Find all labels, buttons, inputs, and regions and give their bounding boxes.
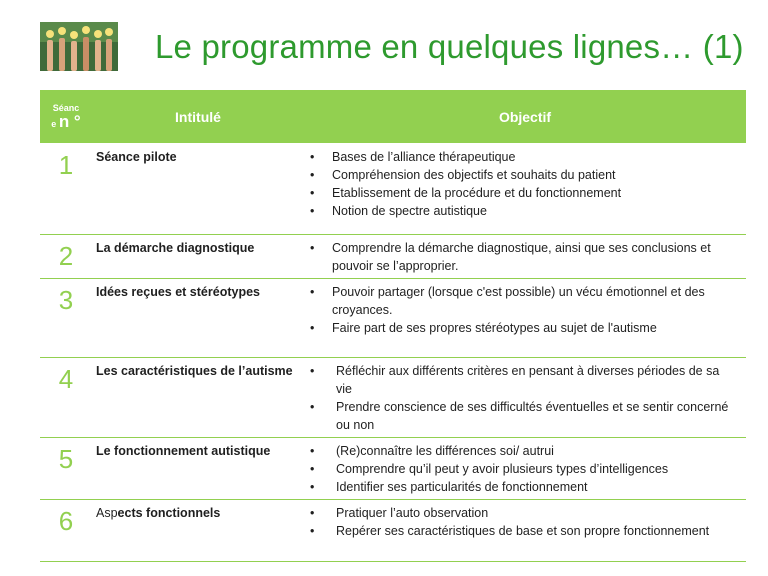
page-title: Le programme en quelques lignes… (1) (155, 28, 744, 65)
objective-item: • Identifier ses particularités de fonctionnement (304, 478, 736, 496)
seance-title: Séance pilote (92, 144, 304, 235)
table-row (40, 358, 746, 438)
table-row (40, 438, 746, 500)
seance-objectives (304, 500, 746, 562)
seance-title: La démarche diagnostique (92, 235, 304, 279)
objective-item: • Pratiquer l’auto observation (304, 504, 736, 522)
seance-number: 4 (40, 358, 92, 438)
seance-number: 3 (40, 279, 92, 358)
seance-objectives (304, 235, 746, 279)
seance-number: 5 (40, 438, 92, 500)
header-intitule: Intitulé (92, 90, 304, 144)
seance-title: Le fonctionnement autistique (92, 438, 304, 500)
seance-number: 6 (40, 500, 92, 562)
table-row (40, 500, 746, 562)
objective-item: • Pouvoir partager (lorsque c'est possible) un vécu émotionnel et des croyances. (304, 283, 736, 319)
table-row (40, 279, 746, 358)
seance-objectives (304, 358, 746, 438)
seance-title: Les caractéristiques de l’autisme (92, 358, 304, 438)
seance-title: Idées reçues et stéréotypes (92, 279, 304, 358)
seance-objectives (304, 438, 746, 500)
seance-objectives (304, 279, 746, 358)
logo-hands-lightbulbs (40, 22, 118, 71)
table-row (40, 144, 746, 235)
objective-item: • Compréhension des objectifs et souhaits du patient (304, 166, 736, 184)
header-seance-number: Séanc e n ° (40, 90, 92, 144)
objective-item: • (Re)connaître les différences soi/ autrui (304, 442, 736, 460)
objective-item: • Faire part de ses propres stéréotypes au sujet de l'autisme (304, 319, 736, 337)
table-header-row (40, 90, 746, 144)
program-table (40, 90, 746, 562)
seance-number: 2 (40, 235, 92, 279)
objective-item: • Réfléchir aux différents critères en pensant à diverses périodes de sa vie (304, 362, 736, 398)
table-row (40, 235, 746, 279)
objective-item: • Comprendre la démarche diagnostique, ainsi que ses conclusions et pouvoir se l’approprier. (304, 239, 736, 275)
objective-item: • Etablissement de la procédure et du fonctionnement (304, 184, 736, 202)
seance-number: 1 (40, 144, 92, 235)
objective-item: • Bases de l’alliance thérapeutique (304, 148, 736, 166)
objective-item: • Comprendre qu’il peut y avoir plusieurs types d’intelligences (304, 460, 736, 478)
objective-item: • Notion de spectre autistique (304, 202, 736, 220)
objective-item: • Prendre conscience de ses difficultés éventuelles et se sentir concerné ou non (304, 398, 736, 434)
seance-title: Aspects fonctionnels (92, 500, 304, 562)
header-objectif: Objectif (304, 90, 746, 144)
objective-item: • Repérer ses caractéristiques de base et son propre fonctionnement (304, 522, 736, 540)
seance-objectives (304, 144, 746, 235)
